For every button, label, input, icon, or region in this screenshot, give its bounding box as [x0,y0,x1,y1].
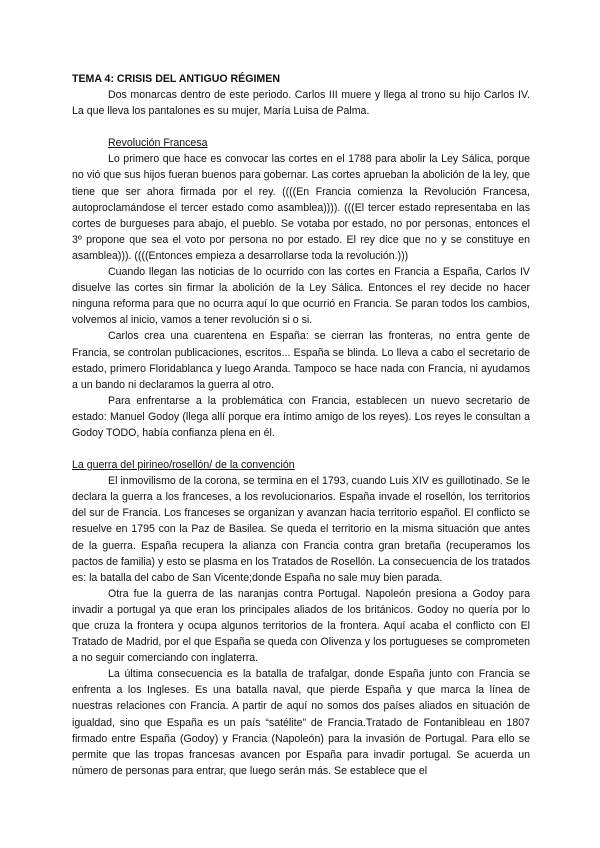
paragraph: Para enfrentarse a la problemática con Francia, establecen un nuevo secretario de estado: Manuel Godoy (llega allí porque era íntimo amigo de los reyes). Los reyes le consultan a Godoy TODO, había confianza plena en él. [72,394,530,439]
document-title: TEMA 4: CRISIS DEL ANTIGUO RÉGIMEN [72,73,280,85]
paragraph: Otra fue la guerra de las naranjas contra Portugal. Napoleón presiona a Godoy para invadir a portugal ya que eran los principales aliados de los británicos. Godoy no quería por lo que cruza la frontera y ocupa algunos territorios de la frontera. Aquí acaba el conflicto con El Tratado de Madrid, por el que España se queda con Olivenza y los portugueses se comprometen a no seguir comerciando con inglaterra. [72,587,530,665]
paragraph: La última consecuencia es la batalla de trafalgar, donde España junto con Francia se enfrenta a los Ingleses. Es una batalla naval, que pierde España y que marca la línea de nuestras relaciones con Francia. A partir de aquí no somos dos países aliados en situación de igualdad, sino que España es un país “satélite” de Francia.Tratado de Fontanibleau en 1807 firmado entre España (Godoy) y Francia (Napoleón) para la invasión de Portugal. Para ello se permite que las tropas francesas avancen por España para invadir portugal. Se acuerda un número de personas para entrar, que luego serán más. Se establece que el [72,668,530,777]
paragraph: El inmovilismo de la corona, se termina en el 1793, cuando Luis XIV es guillotinado. Se le declara la guerra a los franceses, a los revolucionarios. España invade el rosellón, los territorios del sur de Francia. Los franceses se organizan y avanzan hacia territorio español. El conflicto se resuelve en 1795 con la Paz de Basilea. Se queda el territorio en la misma situación que antes de la guerra. España recupera la alianza con Francia contra gran bretaña (recuperamos los pactos de familia) y esto se plasma en los Tratados de Rosellón. La consecuencia de los tratados es: la batalla del cabo de San Vicente;donde España no sale muy bien parada. [72,475,530,584]
section-heading-guerra-pirineo: La guerra del pirineo/rosellón/ de la convención [72,459,295,472]
paragraph: Carlos crea una cuarentena en España: se cierran las fronteras, no entra gente de Francia, se controlan publicaciones, escritos... España se blinda. Lo lleva a cabo el secretario de estado, primero Floridablanca y luego Aranda. Tampoco se hace nada con Francia, ni ayudamos a un bando ni declaramos la guerra al otro. [72,330,530,391]
intro-paragraph: Dos monarcas dentro de este periodo. Carlos III muere y llega al trono su hijo Carlos IV. La que lleva los pantalones es su mujer, María Luisa de Palma. [72,89,530,118]
paragraph: Cuando llegan las noticias de lo ocurrido con las cortes en Francia a España, Carlos IV disuelve las cortes sin firmar la abolición de la Ley Sálica. Entonces el rey decide no hacer ninguna reforma para que no ocurra aquí lo que ocurrió en Francia. Se paran todos los cambios, volvemos al inicio, vamos a tener revolución si o si. [72,266,530,327]
section-heading-revolucion-francesa: Revolución Francesa [108,137,208,150]
paragraph: Lo primero que hace es convocar las cortes en el 1788 para abolir la Ley Sálica, porque no vió que sus hijos fueran buenos para gobernar. Las cortes aprueban la abolición de la ley, que tiene que ser ahora firmada por el rey. ((((En Francia comienza la Revolución Francesa, autoproclamándose el tercer estado como asamblea)))). (((El tercer estado representaba en las cortes de burgueses para abajo, el pueblo. Se votaba por estado, no por personas, entonces el 3º propone que sea el voto por persona no por estado. El rey dice que no y se constituye en asamblea))). ((((Entonces empieza a desarrollarse toda la revolución.))) [72,153,530,262]
document-page [72,71,530,779]
